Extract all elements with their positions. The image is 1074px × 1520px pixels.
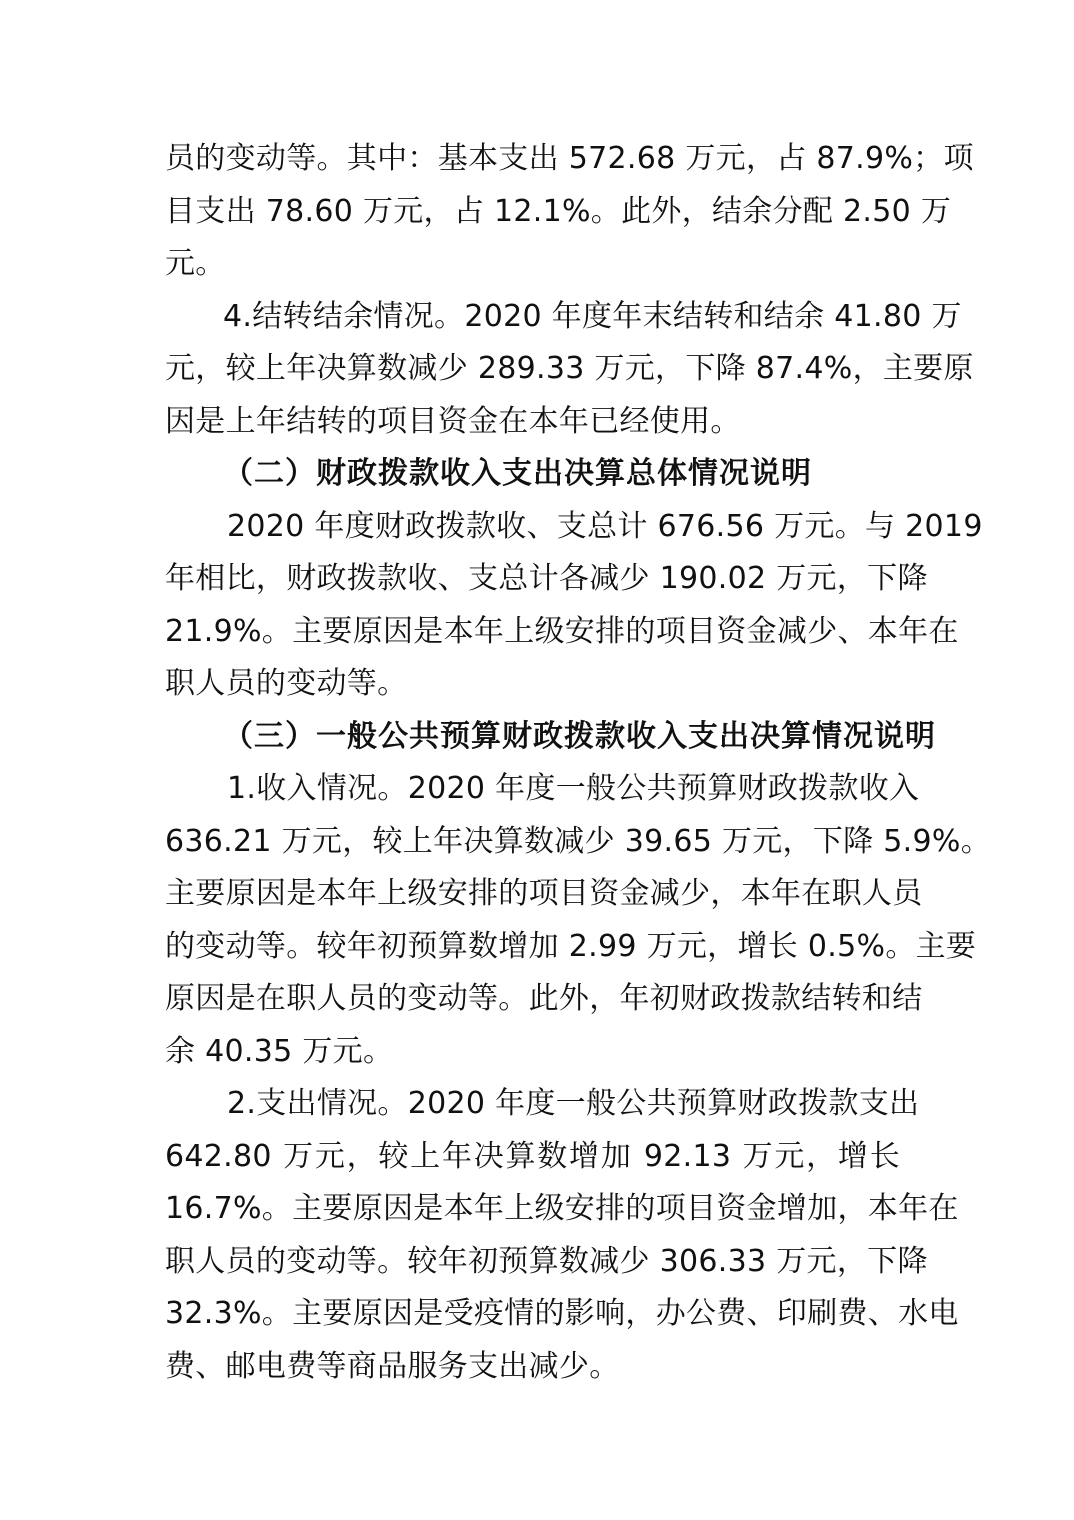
- text-line: 目支出 78.60 万元，占 12.1%。此外，结余分配 2.50 万: [165, 193, 952, 229]
- text-line: 636.21 万元，较上年决算数减少 39.65 万元，下降 5.9%。: [165, 823, 992, 859]
- text-line: 职人员的变动等。: [165, 666, 408, 701]
- text-line: 642.80 万元，较上年决算数增加 92.13 万元，增长: [165, 1138, 900, 1174]
- paragraph-staff-expenditure: [165, 133, 974, 291]
- text-line: 职人员的变动等。较年初预算数减少 306.33 万元，下降: [165, 1243, 928, 1279]
- paragraph-income: [165, 763, 992, 1078]
- text-line: 的变动等。较年初预算数增加 2.99 万元，增长 0.5%。主要: [165, 928, 977, 964]
- paragraph-expenditure: [165, 1078, 959, 1393]
- section-heading-3: （三）一般公共预算财政拨款收入支出决算情况说明: [223, 718, 936, 754]
- text-line: 32.3%。主要原因是受疫情的影响，办公费、印刷费、水电: [165, 1296, 959, 1331]
- text-line: 年相比，财政拨款收、支总计各减少 190.02 万元，下降: [165, 561, 928, 596]
- text-line: 主要原因是本年上级安排的项目资金减少，本年在职人员: [165, 876, 923, 911]
- paragraph-fiscal-total: [165, 501, 983, 711]
- text-line: 员的变动等。其中：基本支出 572.68 万元，占 87.9%；项: [165, 141, 974, 176]
- text-line: 4.结转结余情况。2020 年度年末结转和结余 41.80 万: [223, 298, 962, 334]
- text-line: 费、邮电费等商品服务支出减少。: [165, 1348, 620, 1384]
- text-line: 元，较上年决算数减少 289.33 万元，下降 87.4%，主要原: [165, 351, 974, 386]
- text-line: 21.9%。主要原因是本年上级安排的项目资金减少、本年在: [165, 613, 959, 649]
- text-line: 余 40.35 万元。: [165, 1033, 394, 1069]
- text-line: 2.支出情况。2020 年度一般公共预算财政拨款支出: [227, 1086, 920, 1121]
- text-line: 元。: [165, 246, 226, 281]
- document-page: [165, 133, 992, 1393]
- paragraph-carryover: [165, 291, 974, 449]
- text-line: 16.7%。主要原因是本年上级安排的项目资金增加，本年在: [165, 1191, 959, 1226]
- text-line: 2020 年度财政拨款收、支总计 676.56 万元。与 2019: [227, 508, 983, 544]
- text-line: 因是上年结转的项目资金在本年已经使用。: [165, 403, 741, 439]
- text-line: 原因是在职人员的变动等。此外，年初财政拨款结转和结: [165, 981, 923, 1016]
- text-line: 1.收入情况。2020 年度一般公共预算财政拨款收入: [227, 771, 920, 806]
- section-heading-2: （二）财政拨款收入支出决算总体情况说明: [223, 456, 812, 491]
